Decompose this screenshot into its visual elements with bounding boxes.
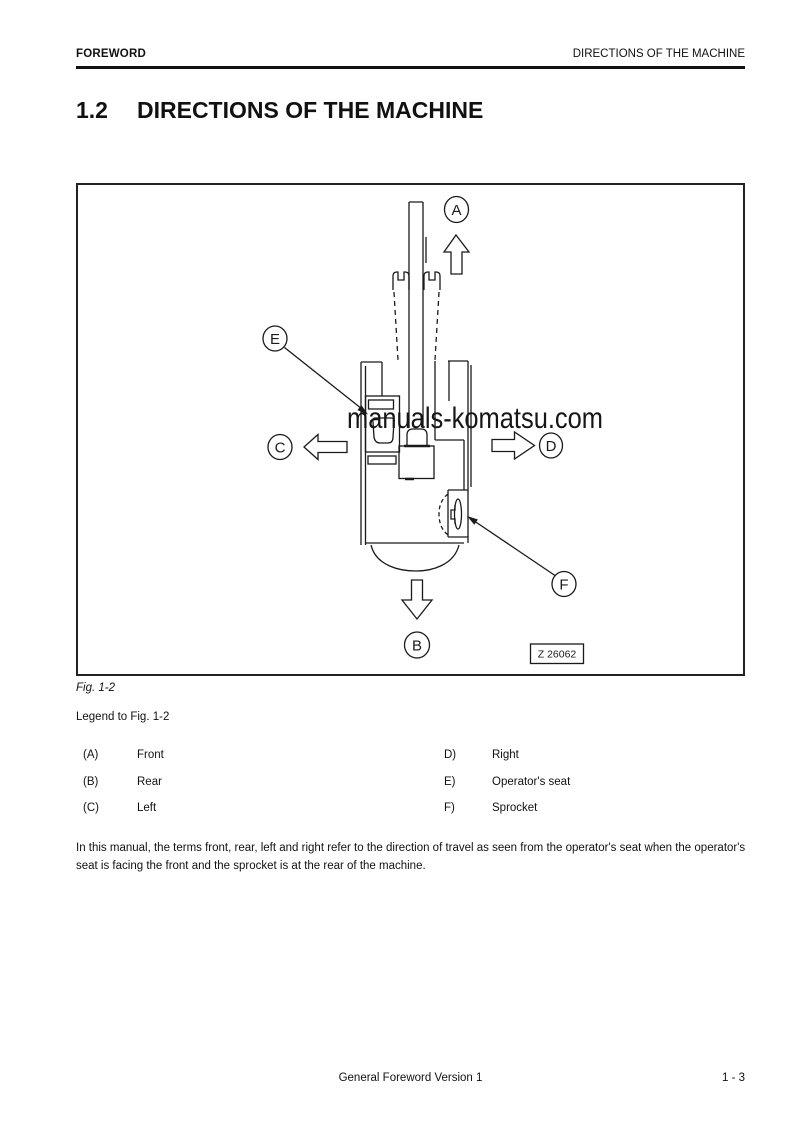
legend-heading: Legend to Fig. 1-2 <box>76 711 170 723</box>
arrow-up-icon <box>444 235 469 274</box>
center-console <box>399 429 434 479</box>
section-number: 1.2 <box>76 97 108 123</box>
legend-key-f: F) <box>444 802 455 814</box>
body-paragraph: In this manual, the terms front, rear, left and right refer to the direction of travel as seen from the operator's seat when the operator's seat is facing the front and the sprocket is at the rear of the machine. <box>76 842 746 872</box>
legend-key-a: (A) <box>83 749 99 761</box>
arrow-down-icon <box>402 580 432 619</box>
svg-text:E: E <box>269 331 281 348</box>
drawing-number-box <box>531 644 584 664</box>
legend-label-c: Left <box>137 802 157 814</box>
label-circle-e <box>263 326 287 351</box>
legend-key-c: (C) <box>83 802 99 814</box>
legend-row <box>76 776 745 803</box>
legend-label-d: Right <box>492 749 519 761</box>
header-section-label: FOREWORD <box>76 48 146 60</box>
legend-label-a: Front <box>137 749 164 761</box>
drawing-number-text: Z 26062 <box>537 648 577 661</box>
legend-key-b: (B) <box>83 775 99 788</box>
legend-row <box>76 802 745 829</box>
label-circle-c <box>268 435 292 460</box>
label-circle-f <box>552 572 576 597</box>
legend-label-f: Sprocket <box>492 802 538 814</box>
figure-caption: Fig. 1-2 <box>76 682 115 694</box>
label-circle-a <box>445 197 469 223</box>
section-title <box>76 97 483 124</box>
label-circle-d <box>540 433 563 458</box>
section-title-text: DIRECTIONS OF THE MACHINE <box>137 97 484 123</box>
watermark-text: manuals-komatsu.com <box>347 402 603 435</box>
svg-text:C: C <box>274 439 286 457</box>
svg-text:F: F <box>559 576 569 594</box>
svg-text:B: B <box>411 637 423 655</box>
label-circle-b <box>405 632 430 658</box>
legend-row <box>76 749 745 776</box>
arrow-right-icon <box>492 432 535 459</box>
header-chapter-label: DIRECTIONS OF THE MACHINE <box>572 48 745 60</box>
boom-outline <box>409 202 426 428</box>
legend-key-e: E) <box>444 775 456 788</box>
bucket-linkage <box>393 272 440 360</box>
svg-text:A: A <box>451 202 462 219</box>
arrow-left-icon <box>304 435 347 460</box>
footer-version-text: General Foreword Version 1 <box>338 1072 483 1084</box>
svg-text:D: D <box>545 438 557 455</box>
legend-label-e: Operator's seat <box>492 775 571 788</box>
legend-key-d: D) <box>444 749 457 761</box>
legend-label-b: Rear <box>137 775 162 788</box>
machine-body <box>361 361 471 571</box>
legend-table <box>76 749 745 829</box>
figure-box <box>76 183 745 676</box>
sprocket <box>439 490 468 537</box>
header-rule <box>76 66 745 69</box>
leader-line-f <box>467 516 555 576</box>
machine-direction-diagram <box>78 185 743 674</box>
footer-page-number: 1 - 3 <box>721 1072 745 1084</box>
